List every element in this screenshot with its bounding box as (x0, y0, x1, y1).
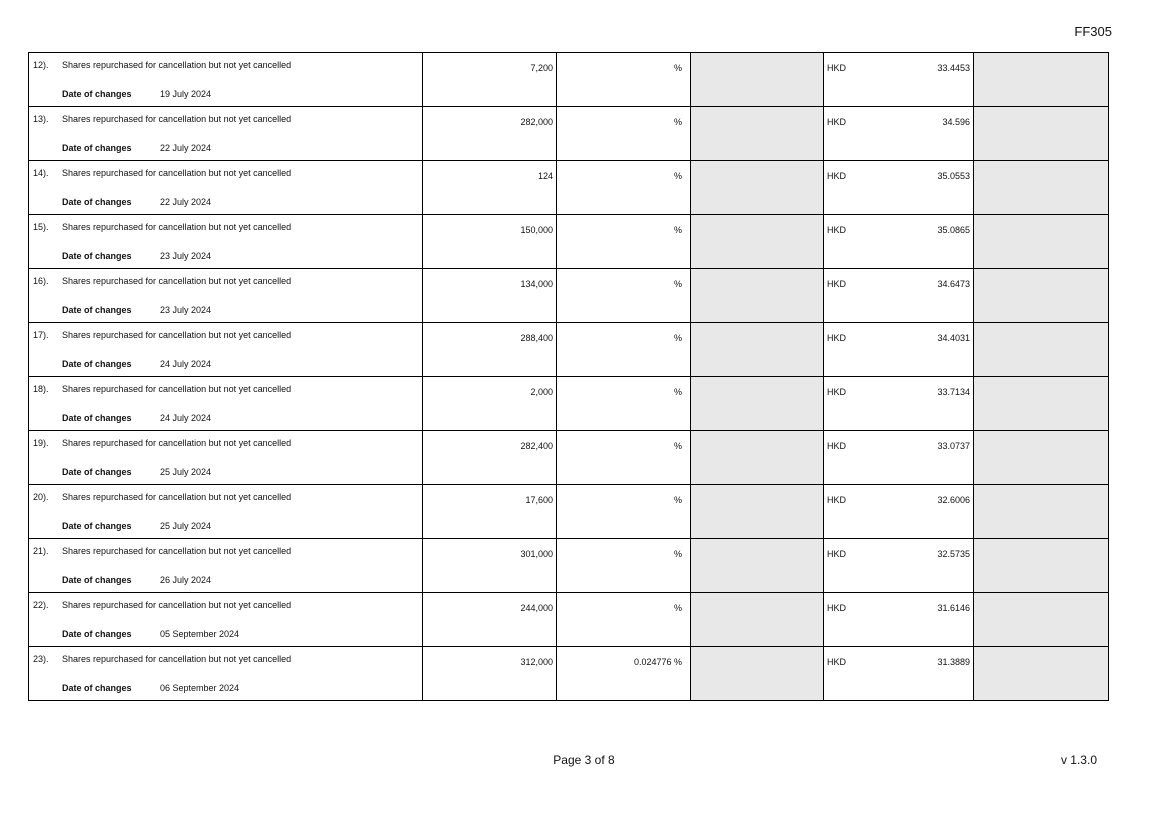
shares-cell (423, 593, 557, 647)
description-cell (29, 107, 423, 161)
shares-cell (423, 323, 557, 377)
price-cell (824, 107, 974, 161)
date-value: 24 July 2024 (160, 413, 212, 423)
price-value: 33.0737 (937, 441, 970, 451)
percent-value: % (673, 225, 682, 235)
row-description: Shares repurchased for cancellation but not yet cancelled (62, 168, 292, 178)
row-index: 22). (33, 600, 49, 610)
percent-cell (557, 53, 691, 107)
table-row (29, 323, 1109, 377)
price-cell (824, 647, 974, 701)
table-row (29, 485, 1109, 539)
price-value: 34.4031 (937, 333, 970, 343)
percent-cell (557, 323, 691, 377)
shaded-cell (974, 647, 1109, 701)
shares-cell (423, 539, 557, 593)
row-index: 14). (33, 168, 49, 178)
shares-cell (423, 161, 557, 215)
table-row (29, 269, 1109, 323)
shaded-cell (974, 377, 1109, 431)
percent-cell (557, 269, 691, 323)
row-index: 17). (33, 330, 49, 340)
table-row (29, 161, 1109, 215)
date-label: Date of changes (62, 575, 132, 585)
shares-cell (423, 485, 557, 539)
shares-value: 244,000 (520, 603, 553, 613)
description-cell (29, 539, 423, 593)
shaded-cell (691, 485, 824, 539)
description-cell (29, 323, 423, 377)
shares-value: 288,400 (520, 333, 553, 343)
currency-label: HKD (827, 225, 847, 235)
shares-value: 282,400 (520, 441, 553, 451)
date-label: Date of changes (62, 629, 132, 639)
row-index: 23). (33, 654, 49, 664)
date-value: 23 July 2024 (160, 305, 212, 315)
currency-label: HKD (827, 441, 847, 451)
row-index: 19). (33, 438, 49, 448)
table-row (29, 539, 1109, 593)
shares-cell (423, 377, 557, 431)
shaded-cell (691, 593, 824, 647)
price-cell (824, 215, 974, 269)
form-code: FF305 (1074, 24, 1112, 39)
price-cell (824, 539, 974, 593)
row-description: Shares repurchased for cancellation but not yet cancelled (62, 654, 292, 664)
price-value: 31.6146 (937, 603, 970, 613)
percent-value: % (673, 549, 682, 559)
percent-cell (557, 539, 691, 593)
date-label: Date of changes (62, 89, 132, 99)
share-changes-table (28, 52, 1109, 701)
price-cell (824, 377, 974, 431)
shares-value: 2,000 (530, 387, 553, 397)
date-label: Date of changes (62, 305, 132, 315)
row-description: Shares repurchased for cancellation but not yet cancelled (62, 222, 292, 232)
date-label: Date of changes (62, 467, 132, 477)
percent-value: % (673, 495, 682, 505)
shaded-cell (691, 323, 824, 377)
price-value: 31.3889 (937, 657, 970, 667)
date-label: Date of changes (62, 197, 132, 207)
date-label: Date of changes (62, 521, 132, 531)
shaded-cell (691, 107, 824, 161)
shaded-cell (691, 539, 824, 593)
price-value: 35.0865 (937, 225, 970, 235)
row-index: 13). (33, 114, 49, 124)
date-value: 05 September 2024 (160, 629, 240, 639)
currency-label: HKD (827, 657, 847, 667)
price-cell (824, 485, 974, 539)
row-description: Shares repurchased for cancellation but not yet cancelled (62, 492, 292, 502)
description-cell (29, 431, 423, 485)
currency-label: HKD (827, 171, 847, 181)
currency-label: HKD (827, 333, 847, 343)
price-value: 33.7134 (937, 387, 970, 397)
date-value: 25 July 2024 (160, 467, 212, 477)
date-label: Date of changes (62, 251, 132, 261)
row-index: 16). (33, 276, 49, 286)
percent-value: % (673, 279, 682, 289)
description-cell (29, 377, 423, 431)
date-value: 19 July 2024 (160, 89, 212, 99)
price-value: 32.6006 (937, 495, 970, 505)
table-row (29, 215, 1109, 269)
percent-cell (557, 593, 691, 647)
shaded-cell (974, 539, 1109, 593)
row-index: 20). (33, 492, 49, 502)
shaded-cell (691, 431, 824, 485)
shaded-cell (691, 377, 824, 431)
row-description: Shares repurchased for cancellation but not yet cancelled (62, 114, 292, 124)
shaded-cell (974, 593, 1109, 647)
shaded-cell (691, 53, 824, 107)
currency-label: HKD (827, 117, 847, 127)
shares-cell (423, 647, 557, 701)
date-label: Date of changes (62, 359, 132, 369)
shaded-cell (974, 215, 1109, 269)
page-number: Page 3 of 8 (553, 753, 615, 767)
date-value: 22 July 2024 (160, 143, 212, 153)
price-cell (824, 269, 974, 323)
row-index: 15). (33, 222, 49, 232)
shaded-cell (974, 323, 1109, 377)
date-value: 25 July 2024 (160, 521, 212, 531)
shares-value: 150,000 (520, 225, 553, 235)
description-cell (29, 647, 423, 701)
date-value: 23 July 2024 (160, 251, 212, 261)
shaded-cell (691, 647, 824, 701)
price-cell (824, 323, 974, 377)
date-label: Date of changes (62, 143, 132, 153)
percent-cell (557, 431, 691, 485)
currency-label: HKD (827, 279, 847, 289)
shaded-cell (974, 161, 1109, 215)
shaded-cell (974, 431, 1109, 485)
price-value: 32.5735 (937, 549, 970, 559)
percent-value: % (673, 63, 682, 73)
shaded-cell (691, 215, 824, 269)
table-row (29, 647, 1109, 701)
date-value: 24 July 2024 (160, 359, 212, 369)
date-value: 26 July 2024 (160, 575, 212, 585)
shaded-cell (974, 107, 1109, 161)
price-value: 33.4453 (937, 63, 970, 73)
currency-label: HKD (827, 549, 847, 559)
row-description: Shares repurchased for cancellation but not yet cancelled (62, 438, 292, 448)
percent-value: 0.024776 % (633, 657, 682, 667)
price-value: 35.0553 (937, 171, 970, 181)
shaded-cell (974, 53, 1109, 107)
price-value: 34.596 (942, 117, 970, 127)
shaded-cell (691, 269, 824, 323)
percent-cell (557, 647, 691, 701)
percent-value: % (673, 441, 682, 451)
shares-cell (423, 53, 557, 107)
row-index: 12). (33, 60, 49, 70)
row-index: 18). (33, 384, 49, 394)
table-row (29, 377, 1109, 431)
shares-value: 312,000 (520, 657, 553, 667)
row-description: Shares repurchased for cancellation but not yet cancelled (62, 330, 292, 340)
percent-value: % (673, 117, 682, 127)
percent-cell (557, 485, 691, 539)
percent-cell (557, 161, 691, 215)
row-index: 21). (33, 546, 49, 556)
shares-value: 282,000 (520, 117, 553, 127)
row-description: Shares repurchased for cancellation but not yet cancelled (62, 276, 292, 286)
percent-value: % (673, 333, 682, 343)
percent-cell (557, 215, 691, 269)
currency-label: HKD (827, 495, 847, 505)
row-description: Shares repurchased for cancellation but not yet cancelled (62, 546, 292, 556)
shares-value: 301,000 (520, 549, 553, 559)
shares-value: 134,000 (520, 279, 553, 289)
price-cell (824, 161, 974, 215)
row-description: Shares repurchased for cancellation but not yet cancelled (62, 384, 292, 394)
table-row (29, 53, 1109, 107)
row-description: Shares repurchased for cancellation but not yet cancelled (62, 600, 292, 610)
version-label: v 1.3.0 (1060, 753, 1097, 767)
row-description: Shares repurchased for cancellation but not yet cancelled (62, 60, 292, 70)
description-cell (29, 593, 423, 647)
date-label: Date of changes (62, 683, 132, 693)
percent-value: % (673, 387, 682, 397)
currency-label: HKD (827, 603, 847, 613)
shares-cell (423, 269, 557, 323)
description-cell (29, 485, 423, 539)
date-label: Date of changes (62, 413, 132, 423)
description-cell (29, 269, 423, 323)
shares-value: 17,600 (525, 495, 553, 505)
shares-cell (423, 431, 557, 485)
date-value: 06 September 2024 (160, 683, 240, 693)
description-cell (29, 215, 423, 269)
percent-value: % (673, 171, 682, 181)
shares-cell (423, 107, 557, 161)
currency-label: HKD (827, 387, 847, 397)
shaded-cell (691, 161, 824, 215)
price-cell (824, 431, 974, 485)
percent-cell (557, 377, 691, 431)
price-value: 34.6473 (937, 279, 970, 289)
shares-value: 124 (537, 171, 553, 181)
currency-label: HKD (827, 63, 847, 73)
description-cell (29, 53, 423, 107)
shares-cell (423, 215, 557, 269)
shaded-cell (974, 485, 1109, 539)
price-cell (824, 593, 974, 647)
table-row (29, 593, 1109, 647)
shaded-cell (974, 269, 1109, 323)
description-cell (29, 161, 423, 215)
percent-value: % (673, 603, 682, 613)
table-row (29, 107, 1109, 161)
table-row (29, 431, 1109, 485)
shares-value: 7,200 (530, 63, 553, 73)
price-cell (824, 53, 974, 107)
date-value: 22 July 2024 (160, 197, 212, 207)
percent-cell (557, 107, 691, 161)
